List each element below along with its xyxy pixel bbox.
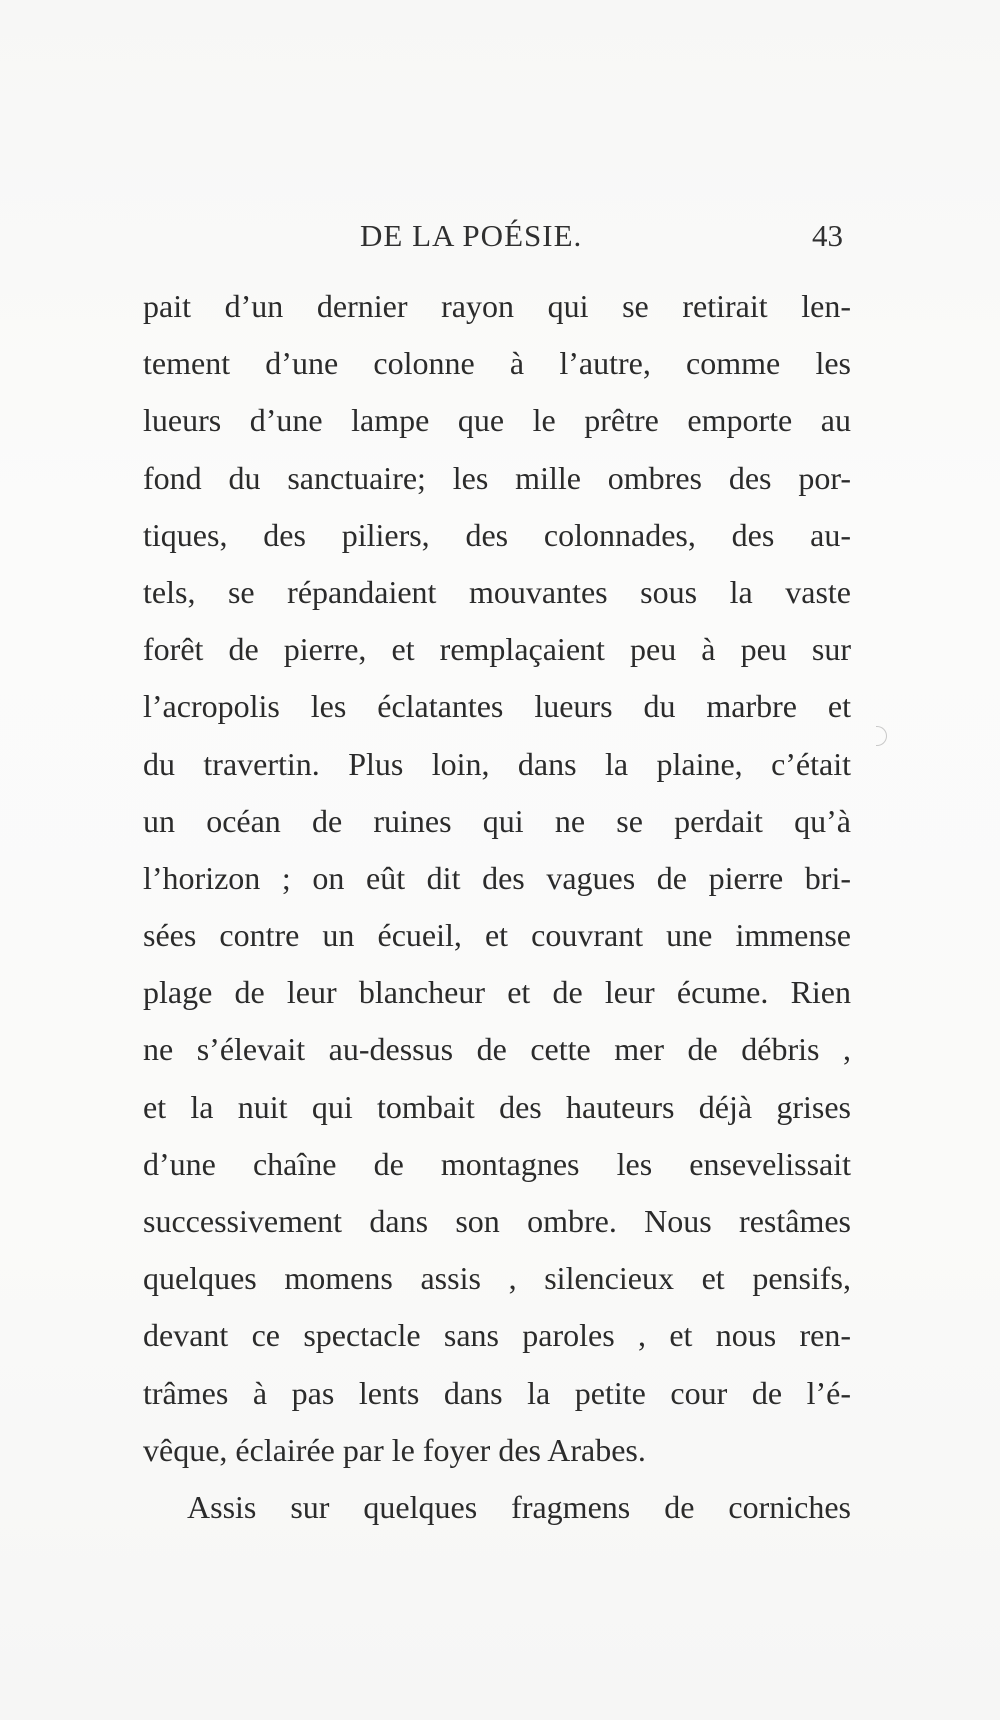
text-line: tels, se répandaient mouvantes sous la vaste [143, 573, 851, 610]
text-line: quelques momens assis , silencieux et pensifs, [143, 1260, 851, 1297]
text-line: pait d’un dernier rayon qui se retirait len- [143, 288, 851, 324]
text-line: lueurs d’une lampe que le prêtre emporte au [143, 402, 851, 439]
text-line: trâmes à pas lents dans la petite cour de l’é- [143, 1374, 851, 1411]
text-line: du travertin. Plus loin, dans la plaine, c’était [143, 745, 851, 782]
text-line: l’horizon ; on eût dit des vagues de pierre bri- [143, 859, 851, 896]
text-line: un océan de ruines qui ne se perdait qu’à [143, 802, 851, 839]
page-number: 43 [812, 218, 843, 253]
text-line: sées contre un écueil, et couvrant une immense [143, 917, 851, 954]
paragraph-end-line: vêque, éclairée par le foyer des Arabes. [143, 1431, 646, 1468]
text-line: l’acropolis les éclatantes lueurs du marbre et [143, 688, 851, 725]
text-line: d’une chaîne de montagnes les ensevelissait [143, 1145, 851, 1182]
text-line: fond du sanctuaire; les mille ombres des por- [143, 459, 851, 496]
margin-mark [876, 726, 887, 746]
text-line: tiques, des piliers, des colonnades, des au- [143, 516, 851, 553]
body-text [143, 278, 851, 1536]
text-line: tement d’une colonne à l’autre, comme les [143, 345, 851, 382]
paragraph-start-line: Assis sur quelques fragmens de corniches [187, 1488, 851, 1525]
running-head [0, 218, 1000, 258]
text-line: plage de leur blancheur et de leur écume. Rien [143, 974, 851, 1011]
text-line: successivement dans son ombre. Nous restâmes [143, 1203, 851, 1239]
text-line: ne s’élevait au-dessus de cette mer de débris , [143, 1031, 851, 1068]
text-line: forêt de pierre, et remplaçaient peu à peu sur [143, 631, 851, 668]
running-title: DE LA POÉSIE. [360, 218, 583, 253]
text-line: et la nuit qui tombait des hauteurs déjà grises [143, 1088, 851, 1125]
text-line: devant ce spectacle sans paroles , et nous ren- [143, 1317, 851, 1354]
